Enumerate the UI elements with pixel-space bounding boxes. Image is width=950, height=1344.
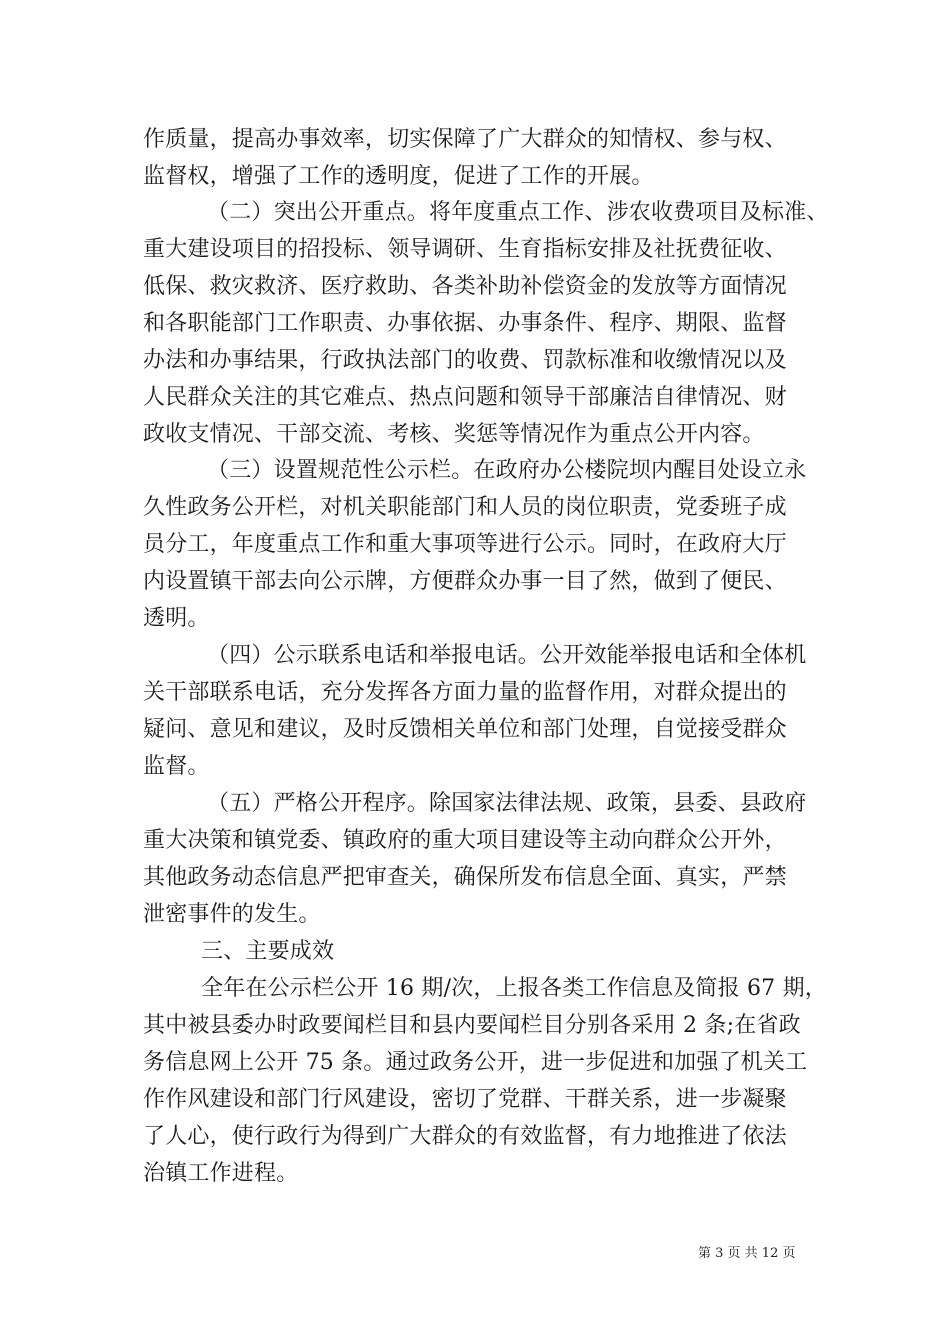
text-line: 监督权，增强了工作的透明度，促进了工作的开展。 [143,164,654,189]
section-heading-line: （四）公示联系电话和举报电话。公开效能举报电话和全体机 [207,643,807,668]
text-line: 作质量，提高办事效率，切实保障了广大群众的知情权、参与权、 [143,127,787,152]
text-line: 办法和办事结果，行政执法部门的收费、罚款标准和收缴情况以及 [143,348,787,373]
text-line: 泄密事件的发生。 [143,902,321,927]
text-line: 其中被县委办时政要闻栏目和县内要闻栏目分别各采用 2 条;在省政 [143,1013,801,1038]
text-line: 重大建设项目的招投标、领导调研、生育指标安排及社抚费征收、 [143,237,787,262]
text-line: 员分工，年度重点工作和重大事项等进行公示。同时，在政府大厅 [143,532,787,557]
text-line: 其他政务动态信息严把审查关，确保所发布信息全面、真实，严禁 [143,865,787,890]
section-heading-line: （二）突出公开重点。将年度重点工作、涉农收费项目及标准、 [207,200,829,225]
section-heading-line: （三）设置规范性公示栏。在政府办公楼院坝内醒目处设立永 [207,458,807,483]
text-line: 了人心，使行政行为得到广大群众的有效监督，有力地推进了依法 [143,1124,787,1149]
text-line: 政收支情况、干部交流、考核、奖惩等情况作为重点公开内容。 [143,422,765,447]
text-line: 作作风建设和部门行风建设，密切了党群、干群关系，进一步凝聚 [143,1087,787,1112]
text-line: 关干部联系电话，充分发挥各方面力量的监督作用，对群众提出的 [143,680,787,705]
text-line: 内设置镇干部去向公示牌，方便群众办事一目了然，做到了便民、 [143,569,787,594]
page-number-footer: 第 3 页 共 12 页 [698,1246,796,1261]
text-line: 全年在公示栏公开 16 期/次，上报各类工作信息及简报 67 期， [201,976,827,1001]
text-line: 疑问、意见和建议，及时反馈相关单位和部门处理，自觉接受群众 [143,717,787,742]
text-line: 治镇工作进程。 [143,1161,299,1186]
section-heading-line: （五）严格公开程序。除国家法律法规、政策，县委、县政府 [207,791,807,816]
text-line: 和各职能部门工作职责、办事依据、办事条件、程序、期限、监督 [143,311,787,336]
text-line: 重大决策和镇党委、镇政府的重大项目建设等主动向群众公开外， [143,828,787,853]
text-line: 久性政务公开栏，对机关职能部门和人员的岗位职责，党委班子成 [143,495,787,520]
text-line: 务信息网上公开 75 条。通过政务公开，进一步促进和加强了机关工 [143,1050,808,1075]
text-line: 监督。 [143,754,210,779]
text-line: 低保、救灾救济、医疗救助、各类补助补偿资金的发放等方面情况 [143,274,787,299]
text-line: 透明。 [143,606,210,631]
chapter-heading: 三、主要成效 [201,939,335,964]
text-line: 人民群众关注的其它难点、热点问题和领导干部廉洁自律情况、财 [143,385,787,410]
